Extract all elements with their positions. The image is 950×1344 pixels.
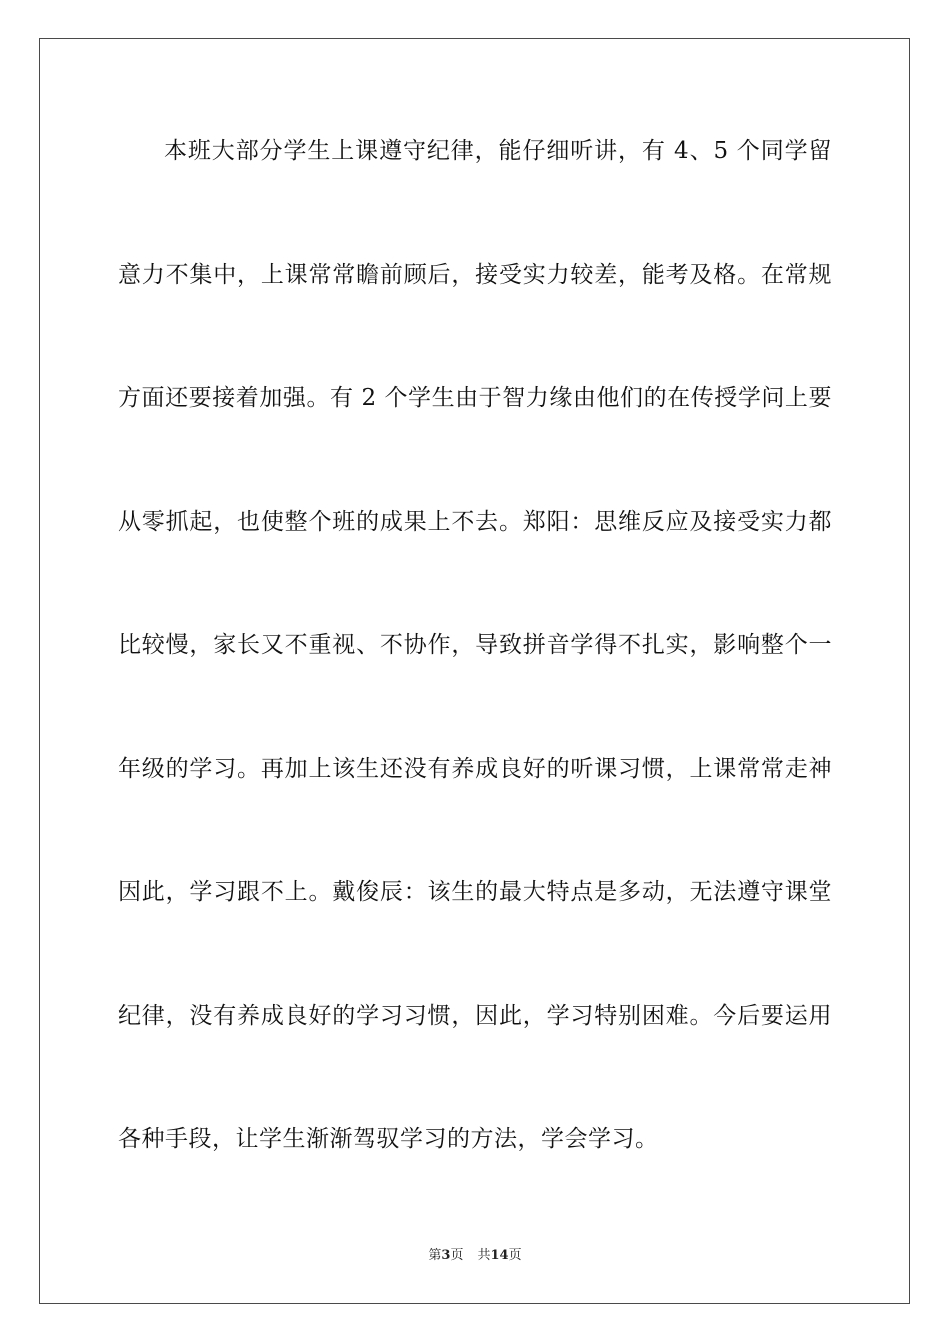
page-footer: [0, 1246, 950, 1266]
text-line: 因此，学习跟不上。戴俊辰：该生的最大特点是多动，无法遵守课堂: [118, 879, 832, 905]
page-suffix: 页: [450, 1248, 464, 1263]
text-line: 纪律，没有养成良好的学习习惯，因此，学习特别困难。今后要运用: [118, 1003, 832, 1029]
text-line: 方面还要接着加强。有 2 个学生由于智力缘由他们的在传授学问上要: [118, 385, 832, 411]
text-line: 年级的学习。再加上该生还没有养成良好的听课习惯，上课常常走神: [118, 756, 832, 782]
page-prefix: 第: [428, 1248, 442, 1263]
total-prefix: 共: [477, 1248, 491, 1263]
text-line: 本班大部分学生上课遵守纪律，能仔细听讲，有 4、5 个同学留: [164, 138, 832, 164]
total-suffix: 页: [508, 1248, 522, 1263]
text-line: 从零抓起，也使整个班的成果上不去。郑阳：思维反应及接受实力都: [118, 509, 832, 535]
text-line: 意力不集中，上课常常瞻前顾后，接受实力较差，能考及格。在常规: [118, 262, 832, 288]
total-pages: 14: [490, 1248, 509, 1263]
text-line: 各种手段，让学生渐渐驾驭学习的方法，学会学习。: [118, 1126, 659, 1152]
page-border: [39, 38, 910, 1304]
text-line: 比较慢，家长又不重视、不协作，导致拼音学得不扎实，影响整个一: [118, 632, 832, 658]
page-number: 3: [441, 1248, 451, 1263]
